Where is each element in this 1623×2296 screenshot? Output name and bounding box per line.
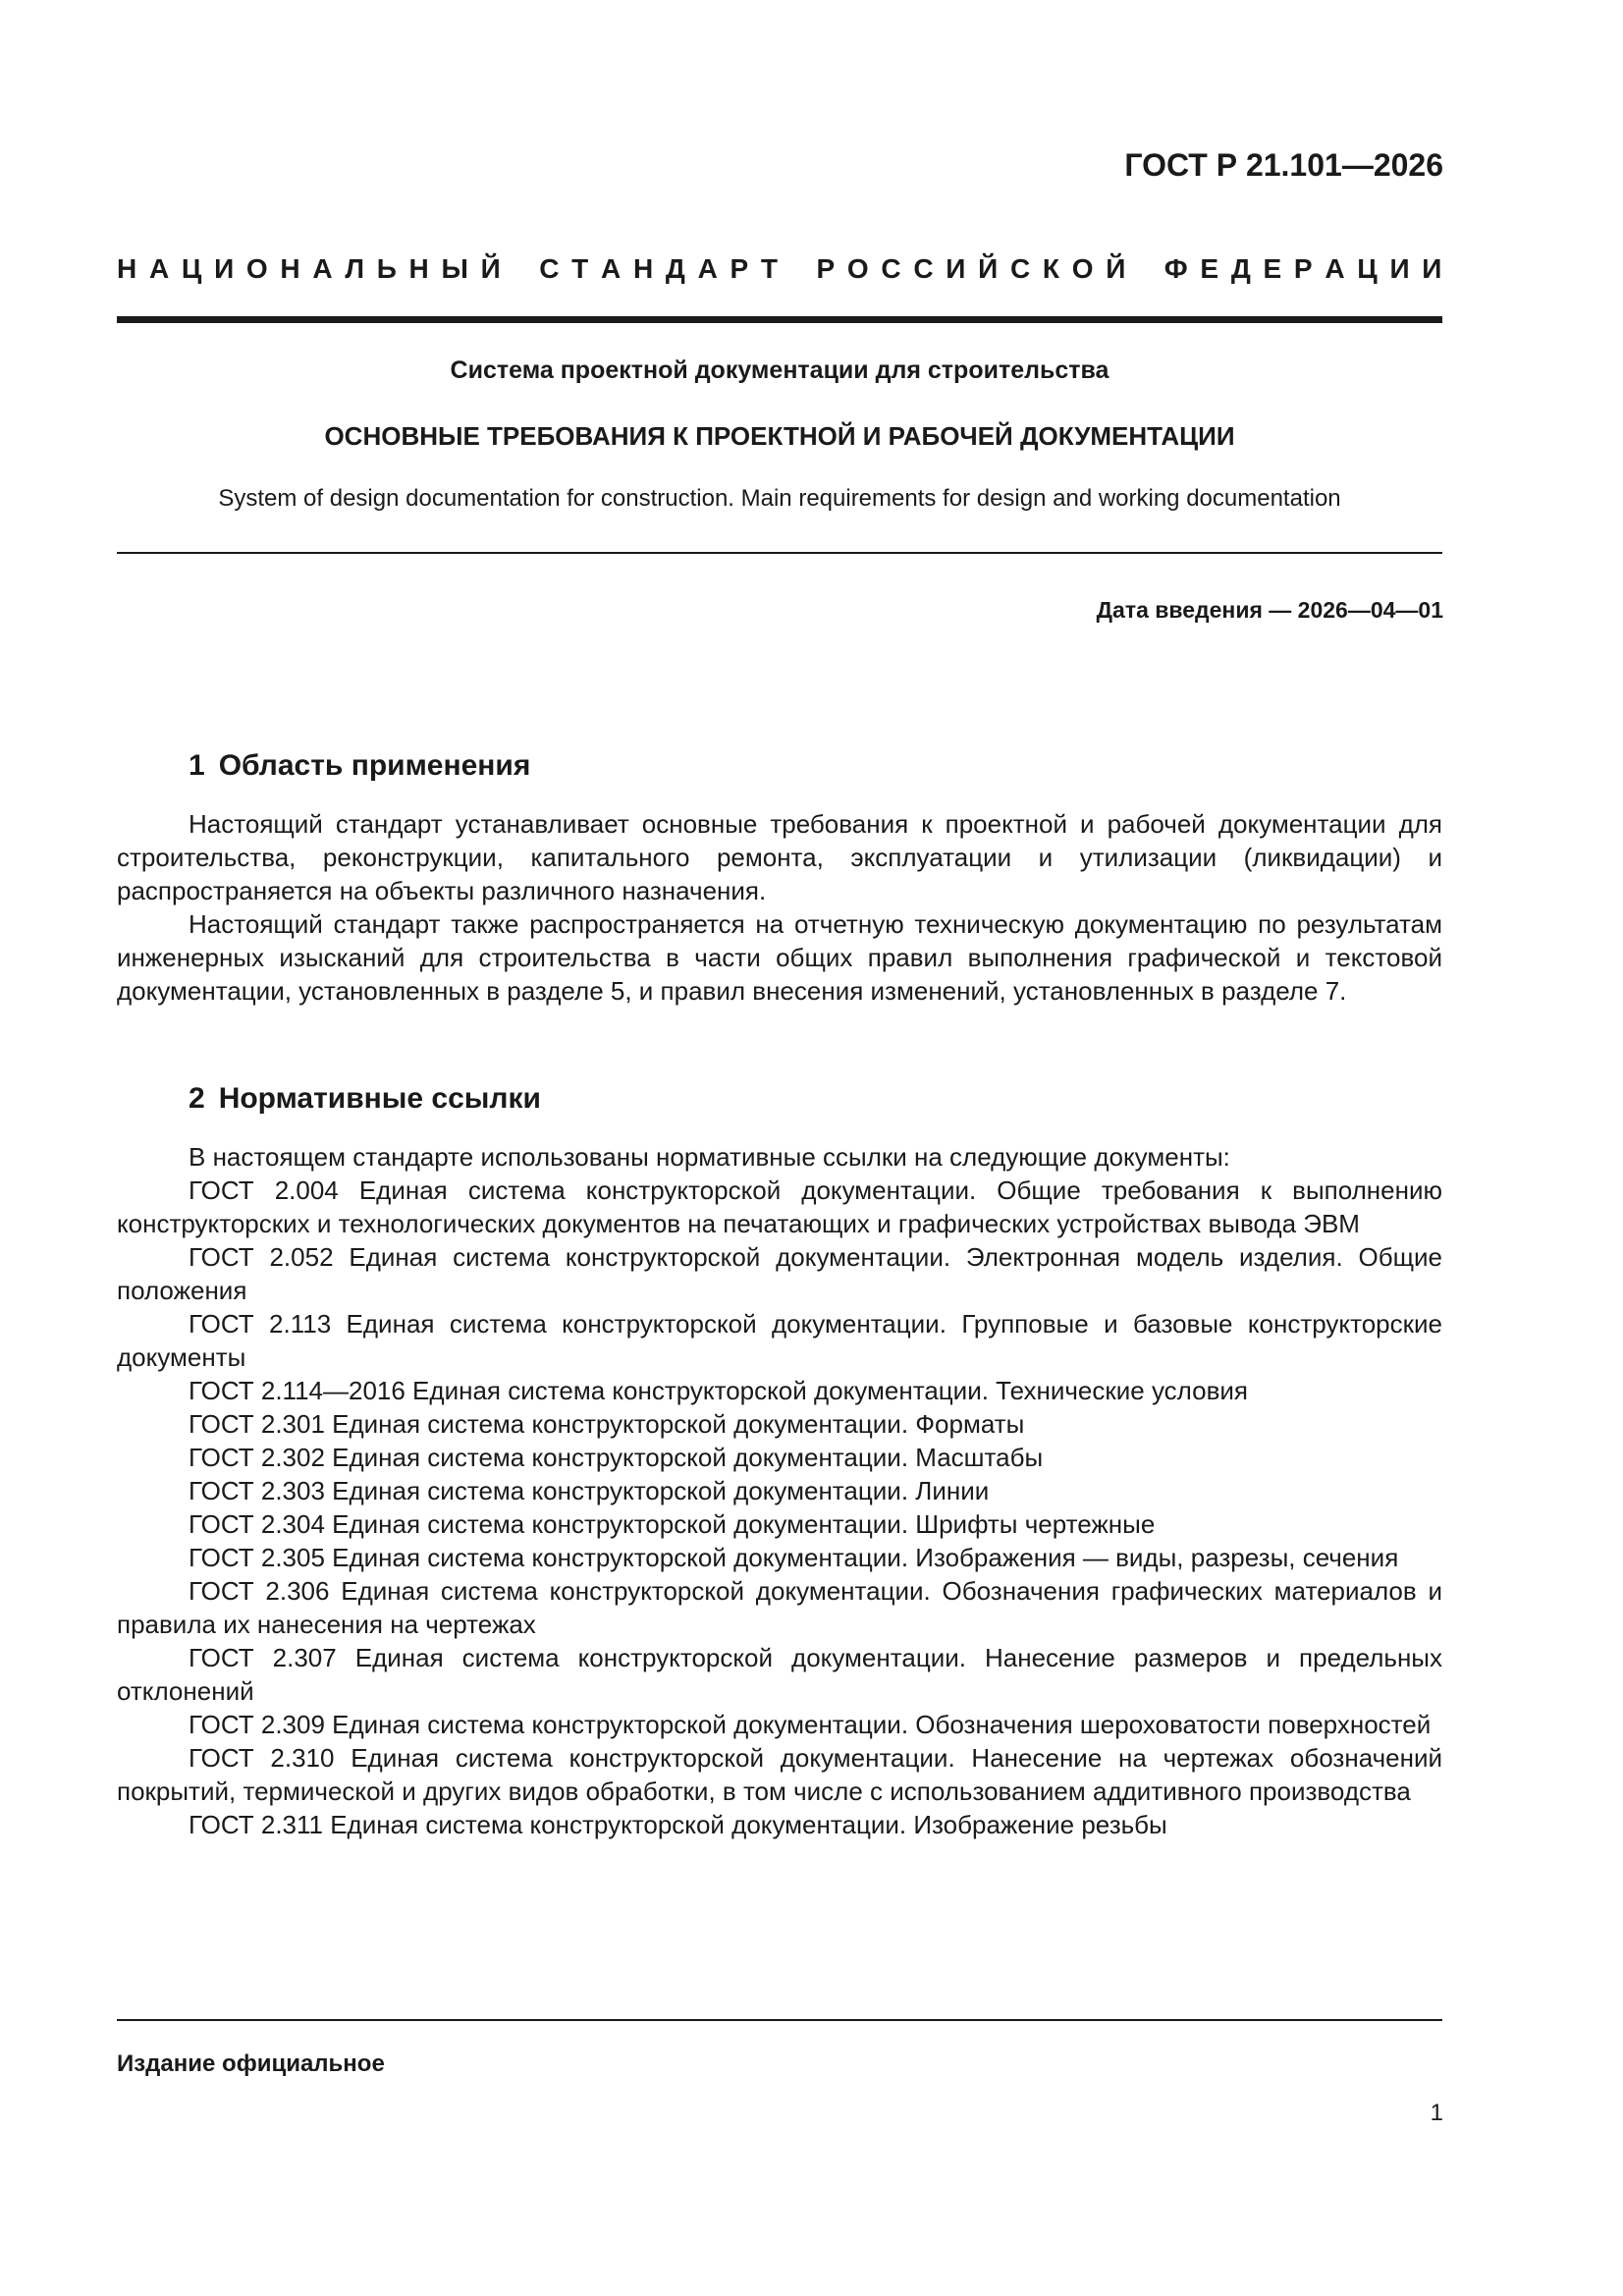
heading-letter: Т xyxy=(760,253,779,284)
heading-letter: И xyxy=(214,253,235,284)
section-2-body xyxy=(117,1140,1442,1841)
reference-item: ГОСТ 2.303 Единая система конструкторской документации. Линии xyxy=(189,1476,990,1505)
footer-rule xyxy=(117,2019,1442,2021)
heading-letter: Ц xyxy=(181,253,202,284)
heading-letter: А xyxy=(697,253,718,284)
reference-item: ГОСТ 2.113 Единая система конструкторской документации. Групповые и базовые конструкторские документы xyxy=(117,1309,1442,1372)
section-2-number: 2 xyxy=(189,1082,205,1115)
heading-letter: Й xyxy=(978,253,999,284)
heading-letter: Р xyxy=(730,253,749,284)
heading-letter: С xyxy=(1009,253,1031,284)
paragraph: Настоящий стандарт также распространяется на отчетную техническую документацию по результатам инженерных изысканий для строительства в части общих правил выполнения графической и текстовой документации, установленных в разделе 5, и правил внесения изменений, установленных в разделе 7. xyxy=(117,909,1442,1006)
national-standard-heading xyxy=(117,253,1442,285)
heading-letter: О xyxy=(1071,253,1094,284)
reference-item: ГОСТ 2.305 Единая система конструкторской документации. Изображения — виды, разрезы, сечения xyxy=(189,1543,1399,1572)
heading-letter: С xyxy=(881,253,901,284)
heading-letter: Ы xyxy=(441,253,468,284)
reference-item: ГОСТ 2.310 Единая система конструкторской документации. Нанесение на чертежах обозначений покрытий, термической и других видов обработки, в том числе с использованием аддитивного производства xyxy=(117,1743,1442,1806)
document-title: ОСНОВНЫЕ ТРЕБОВАНИЯ К ПРОЕКТНОЙ И РАБОЧЕЙ ДОКУМЕНТАЦИИ xyxy=(324,421,1235,451)
reference-item: ГОСТ 2.307 Единая система конструкторской документации. Нанесение размеров и предельных отклонений xyxy=(117,1643,1442,1706)
reference-item: ГОСТ 2.309 Единая система конструкторской документации. Обозначения шероховатости поверхностей xyxy=(189,1710,1432,1739)
heading-letter: Е xyxy=(1263,253,1282,284)
document-subtitle: Система проектной документации для строительства xyxy=(450,356,1109,384)
heading-letter: Е xyxy=(1200,253,1219,284)
heading-letter: Д xyxy=(665,253,685,284)
heading-letter: Н xyxy=(117,253,137,284)
heading-letter: Н xyxy=(408,253,429,284)
heading-letter: С xyxy=(539,253,560,284)
heading-letter: А xyxy=(1325,253,1345,284)
section-1-body xyxy=(117,807,1442,1008)
heading-letter: И xyxy=(1422,253,1442,284)
heading-word-gap xyxy=(790,253,804,285)
introduction-date: Дата введения — 2026—04—01 xyxy=(1096,597,1443,623)
references-intro: В настоящем стандарте использованы нормативные ссылки на следующие документы: xyxy=(189,1142,1230,1172)
heading-letter: Т xyxy=(571,253,589,284)
heading-letter: И xyxy=(1389,253,1410,284)
heading-letter: Н xyxy=(632,253,654,284)
reference-item: ГОСТ 2.302 Единая система конструкторской документации. Масштабы xyxy=(189,1443,1044,1472)
section-1-number: 1 xyxy=(189,749,205,782)
heading-letter: Д xyxy=(1230,253,1251,284)
heading-word-gap xyxy=(1138,253,1152,285)
page-number: 1 xyxy=(1430,2100,1443,2126)
heading-letter: Ф xyxy=(1163,253,1188,284)
heading-letter: Л xyxy=(345,253,364,284)
official-edition-label: Издание официальное xyxy=(117,2050,385,2077)
reference-item: ГОСТ 2.301 Единая система конструкторской документации. Форматы xyxy=(189,1409,1025,1439)
paragraph: Настоящий стандарт устанавливает основные требования к проектной и рабочей документации для строительства, реконструкции, капитального ремонта, эксплуатации и утилизации (ликвидации) и распространяется на объекты различного назначения. xyxy=(117,809,1442,905)
reference-item: ГОСТ 2.004 Единая система конструкторской документации. Общие требования к выполнению конструкторских и технологических документов на печатающих и графических устройствах вывода ЭВМ xyxy=(117,1175,1442,1238)
heading-letter: О xyxy=(846,253,869,284)
section-2-title: Нормативные ссылки xyxy=(218,1082,541,1115)
heading-letter: С xyxy=(913,253,934,284)
heading-letter: Й xyxy=(480,253,501,284)
heading-letter: А xyxy=(312,253,333,284)
heading-letter: Ц xyxy=(1357,253,1378,284)
heading-letter: Й xyxy=(1106,253,1126,284)
heading-letter: О xyxy=(245,253,268,284)
reference-item: ГОСТ 2.114—2016 Единая система конструкторской документации. Технические условия xyxy=(189,1376,1248,1405)
section-1-heading xyxy=(189,749,530,783)
reference-item: ГОСТ 2.304 Единая система конструкторской документации. Шрифты чертежные xyxy=(189,1509,1156,1539)
reference-item: ГОСТ 2.052 Единая система конструкторской документации. Электронная модель изделия. Общие положения xyxy=(117,1242,1442,1305)
section-2-heading xyxy=(189,1082,541,1116)
document-title-english: System of design documentation for construction. Main requirements for design and working documentation xyxy=(218,485,1341,512)
heading-letter: К xyxy=(1042,253,1060,284)
heading-letter: А xyxy=(600,253,622,284)
heading-letter: Ь xyxy=(376,253,397,284)
document-id: ГОСТ Р 21.101—2026 xyxy=(1124,147,1443,183)
heading-word-gap xyxy=(513,253,526,285)
heading-letter: Р xyxy=(1293,253,1313,284)
heading-letter: Р xyxy=(816,253,836,284)
header-thick-rule xyxy=(117,316,1442,323)
heading-letter: А xyxy=(148,253,170,284)
title-bottom-rule xyxy=(117,552,1442,554)
reference-item: ГОСТ 2.306 Единая система конструкторской документации. Обозначения графических материалов и правила их нанесения на чертежах xyxy=(117,1576,1442,1639)
section-1-title: Область применения xyxy=(218,749,531,782)
reference-item: ГОСТ 2.311 Единая система конструкторской документации. Изображение резьбы xyxy=(189,1810,1167,1839)
heading-letter: И xyxy=(946,253,966,284)
heading-letter: Н xyxy=(280,253,300,284)
